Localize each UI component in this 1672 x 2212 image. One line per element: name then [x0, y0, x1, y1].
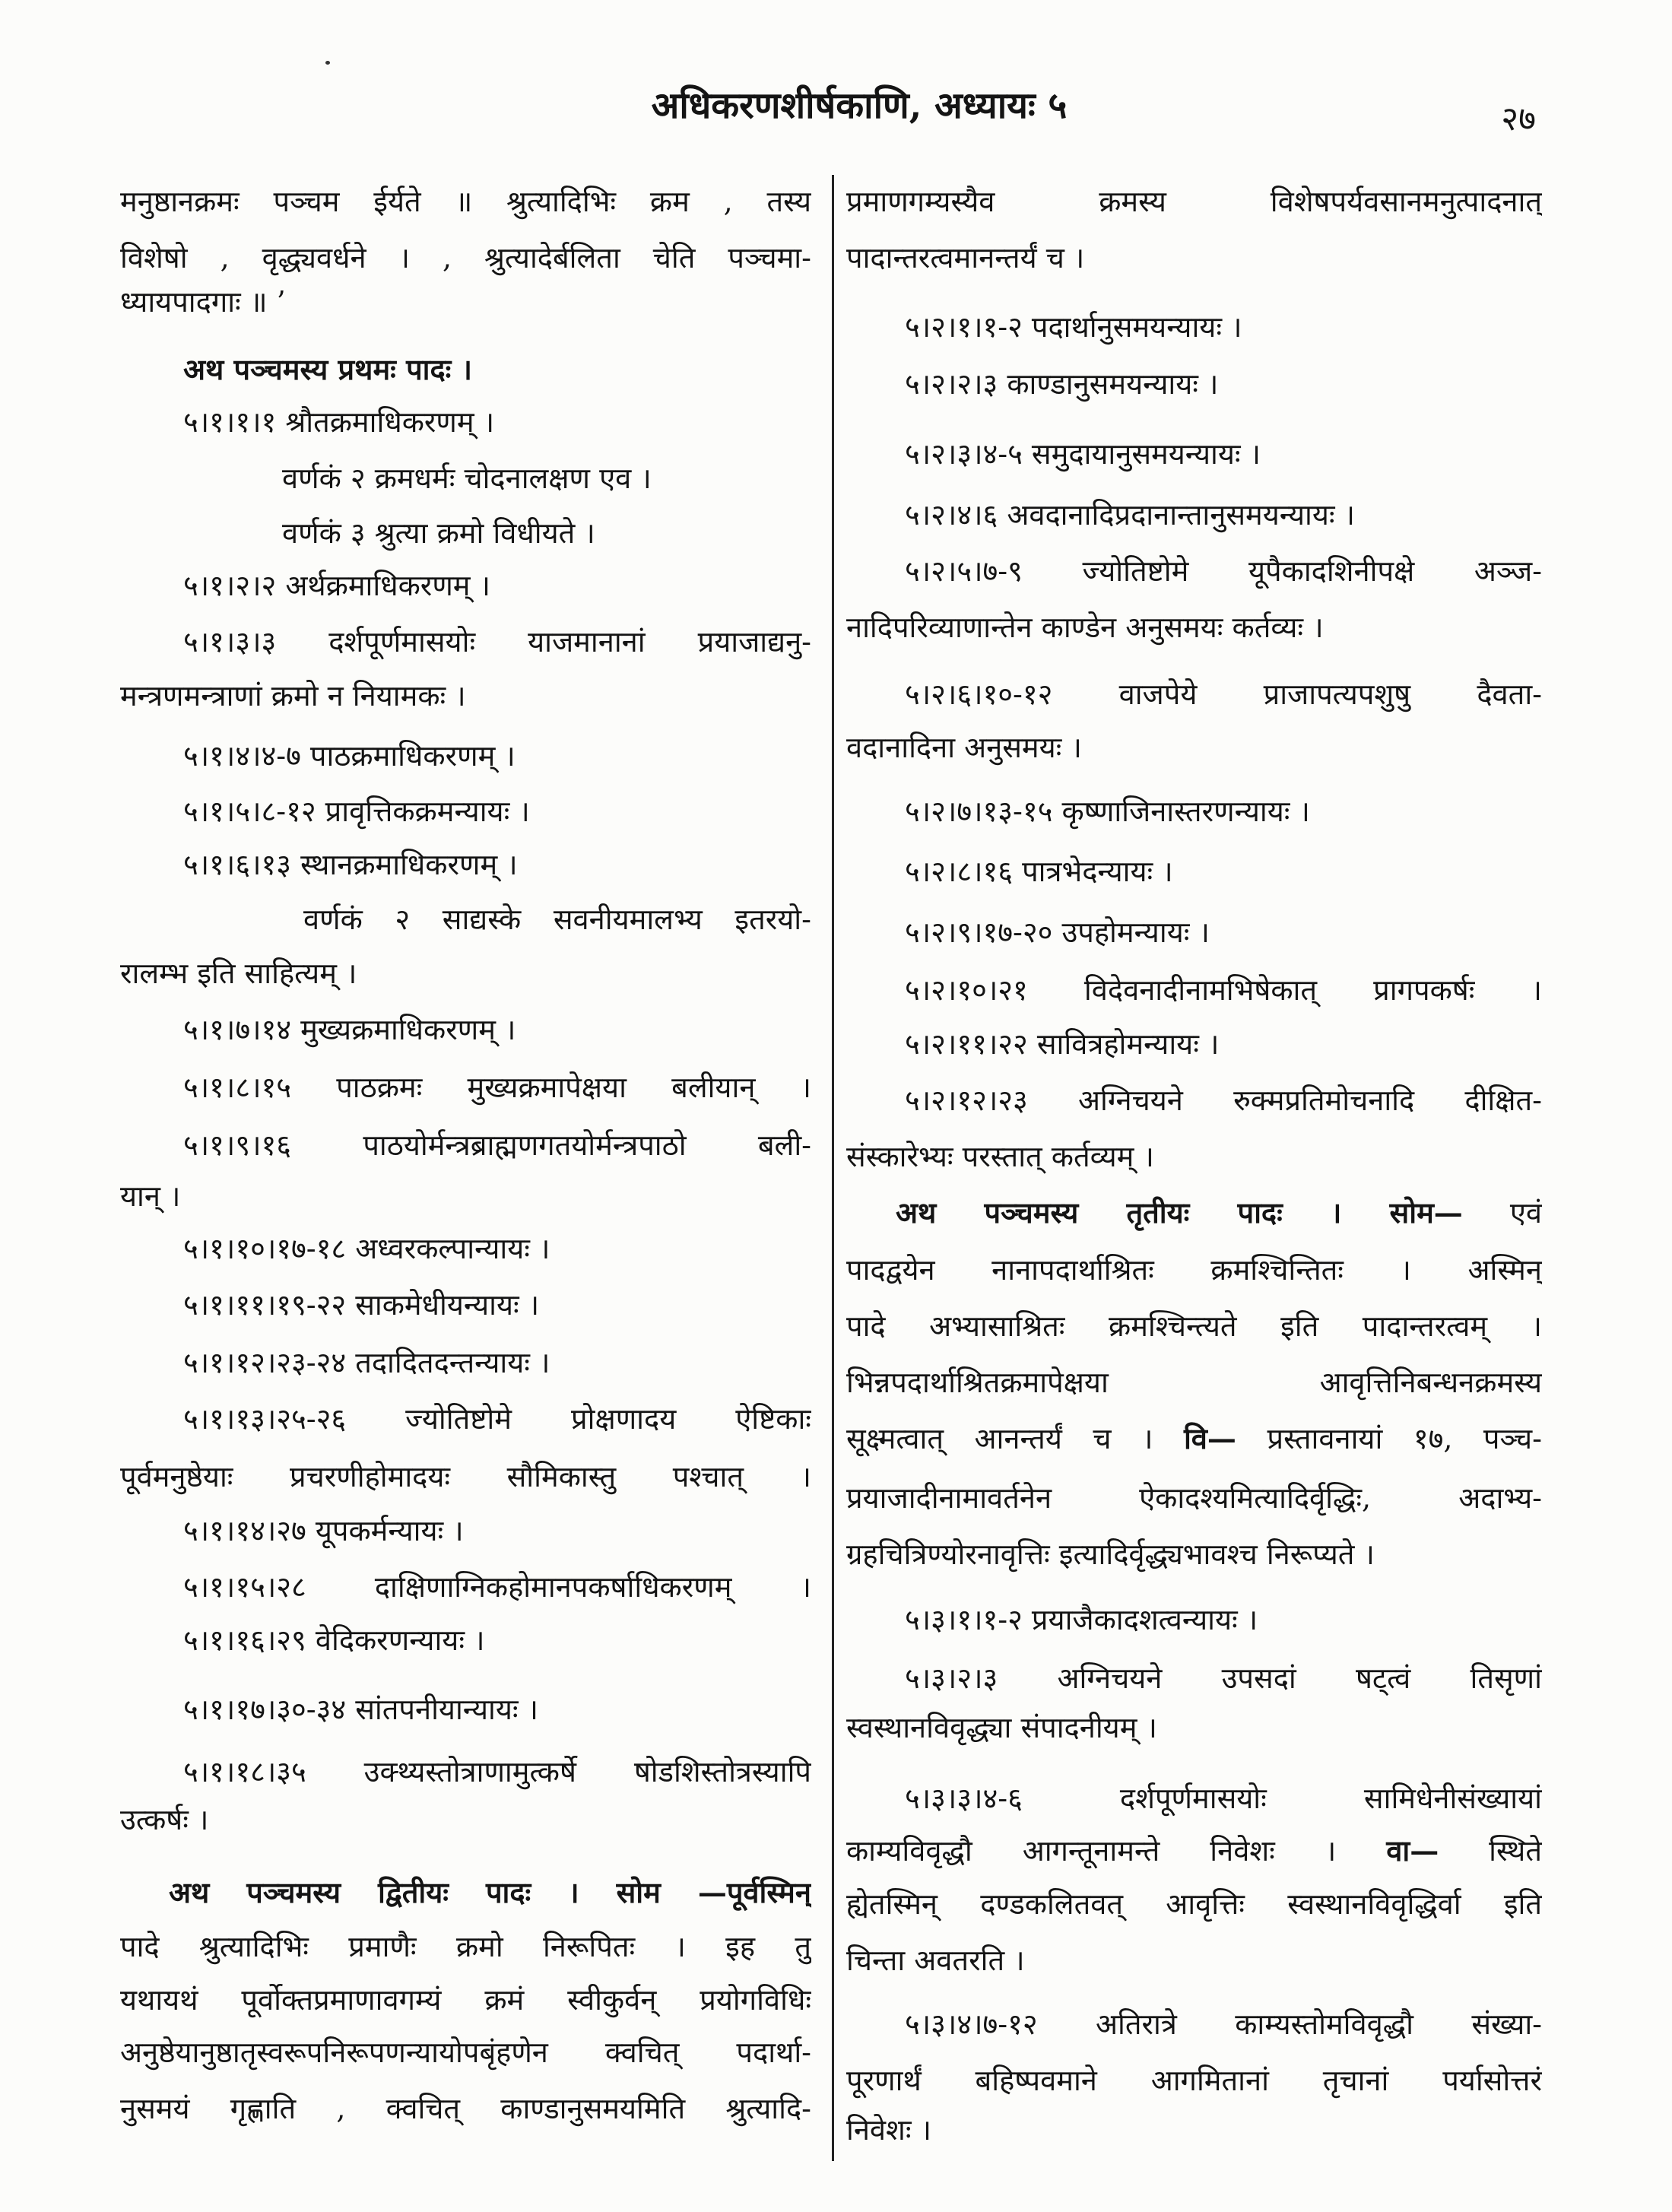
- adhikarana-entry: ५।१।१।१ श्रौतक्रमाधिकरणम् ।: [183, 405, 495, 439]
- scan-speck: [325, 61, 330, 65]
- adhikarana-entry: ५।३।१।१-२ प्रयाजैकादशत्वन्यायः ।: [905, 1603, 1258, 1636]
- entry-continuation: ह्येतस्मिन् दण्डकलितवत् आवृत्तिः स्वस्थानविवृद्धिर्वा इति: [846, 1887, 1542, 1921]
- adhikarana-entry: ५।१।२।२ अर्थक्रमाधिकरणम् ।: [183, 569, 491, 602]
- adhikarana-entry: ५।२।३।४-५ समुदायानुसमयन्यायः ।: [905, 437, 1261, 471]
- entry-continuation: [846, 1826, 1542, 1875]
- entry-continuation: नादिपरिव्याणान्तेन काण्डेन अनुसमयः कर्तव्यः ।: [846, 611, 1324, 644]
- section-heading: [169, 1868, 811, 1917]
- text-segment: सूक्ष्मत्वात् आनन्तर्यं च ।: [846, 1422, 1184, 1455]
- adhikarana-entry: ५।१।३।३ दर्शपूर्णमासयोः याजमानानां प्रयाजाद्यनु-: [183, 625, 811, 659]
- varnaka-line: वर्णकं ३ श्रुत्या क्रमो विधीयते ।: [282, 516, 595, 550]
- text-line: नुसमयं गृह्णाति , क्वचित् काण्डानुसमयमिति श्रुत्यादि-: [120, 2092, 811, 2125]
- adhikarana-entry: ५।२।५।७-९ ज्योतिष्टोमे यूपैकादशिनीपक्षे अञ्ज-: [905, 554, 1542, 588]
- entry-continuation: चिन्ता अवतरति ।: [846, 1944, 1025, 1977]
- adhikarana-entry: ५।१।११।१९-२२ साकमेधीयन्यायः ।: [183, 1288, 540, 1322]
- adhikarana-entry: ५।१।१४।२७ यूपकर्मन्यायः ।: [183, 1514, 464, 1547]
- text-line: भिन्नपदार्थाश्रितक्रमापेक्षया आवृत्तिनिबन्धनक्रमस्य: [846, 1366, 1542, 1399]
- text-line: पादे अभ्यासाश्रितः क्रमश्चिन्त्यते इति पादान्तरत्वम् ।: [846, 1309, 1542, 1343]
- adhikarana-entry: ५।१।१३।२५-२६ ज्योतिष्टोमे प्रोक्षणादय ऐष्टिकाः: [183, 1402, 811, 1436]
- adhikarana-entry: ५।१।१७।३०-३४ सांतपनीयान्यायः ।: [183, 1693, 539, 1726]
- adhikarana-entry: ५।१।५।८-१२ प्रावृत्तिकक्रमन्यायः ।: [183, 795, 530, 828]
- adhikarana-entry: ५।१।१०।१७-१८ अध्वरकल्पान्यायः ।: [183, 1232, 550, 1265]
- varnaka-line: वर्णकं २ साद्यस्के सवनीयमालभ्य इतरयो-: [303, 903, 811, 936]
- entry-continuation: वदानादिना अनुसमयः ।: [846, 731, 1082, 764]
- text-line: ग्रहचित्रिण्योरनावृत्तिः इत्यादिर्वृद्ध्यभावश्च निरूप्यते ।: [846, 1538, 1375, 1571]
- adhikarana-entry: ५।२।६।१०-१२ वाजपेये प्राजापत्यपशुषु दैवता-: [905, 678, 1542, 711]
- adhikarana-entry: ५।२।११।२२ सावित्रहोमन्यायः ।: [905, 1027, 1220, 1061]
- text-line: विशेषो , वृद्ध्यवर्धने । , श्रुत्यादेर्बलिता चेति पञ्चमा-: [120, 241, 811, 275]
- section-heading-text: अथ पञ्चमस्य तृतीयः पादः । सोम—: [896, 1195, 1463, 1230]
- text-line: प्रयाजादीनामावर्तनेन ऐकादश्यमित्यादिर्वृद्धिः, अदाभ्य-: [846, 1481, 1542, 1515]
- text-line: पादे श्रुत्यादिभिः प्रमाणैः क्रमो निरूपितः । इह तु: [120, 1930, 811, 1963]
- entry-continuation: पूरणार्थं बहिष्पवमाने आगमितानां तृचानां पर्यासोत्तरं: [846, 2064, 1542, 2097]
- adhikarana-entry: ५।३।३।४-६ दर्शपूर्णमासयोः सामिधेनीसंख्यायां: [905, 1782, 1542, 1815]
- label-bold: वि—: [1183, 1421, 1236, 1455]
- entry-continuation: उत्कर्षः ।: [120, 1803, 209, 1836]
- text-segment: प्रस्तावनायां १७, पञ्च-: [1236, 1422, 1542, 1455]
- adhikarana-entry: ५।१।१८।३५ उक्थ्यस्तोत्राणामुत्कर्षे षोडशिस्तोत्रस्यापि: [183, 1755, 811, 1788]
- entry-continuation: संस्कारेभ्यः परस्तात् कर्तव्यम् ।: [846, 1140, 1154, 1173]
- section-heading-text: अथ पञ्चमस्य द्वितीयः पादः । सोम —पूर्वस्मिन्: [169, 1875, 811, 1909]
- adhikarana-entry: ५।२।१०।२१ विदेवनादीनामभिषेकात् प्रागपकर्षः ।: [905, 973, 1542, 1007]
- entry-continuation: मन्त्रणमन्त्राणां क्रमो न नियामकः ।: [120, 679, 466, 712]
- adhikarana-entry: ५।१।१५।२८ दाक्षिणाग्निकहोमानपकर्षाधिकरणम् ।: [183, 1570, 811, 1604]
- text-line: यथायथं पूर्वोक्तप्रमाणावगम्यं क्रमं स्वीकुर्वन् प्रयोगविधिः: [120, 1983, 811, 2017]
- adhikarana-entry: ५।२।२।३ काण्डानुसमयन्यायः ।: [905, 367, 1219, 401]
- column-divider: [832, 175, 834, 2161]
- entry-continuation: स्वस्थानविवृद्ध्या संपादनीयम् ।: [846, 1711, 1157, 1744]
- text-segment: काम्यविवृद्धौ आगन्तूनामन्ते निवेशः ।: [846, 1834, 1387, 1868]
- label-bold: वा—: [1386, 1833, 1439, 1868]
- text-line: पादान्तरत्वमानन्तर्यं च ।: [846, 241, 1085, 275]
- adhikarana-entry: ५।२।१।१-२ पदार्थानुसमयन्यायः ।: [905, 310, 1242, 344]
- adhikarana-entry: ५।१।८।१५ पाठक्रमः मुख्यक्रमापेक्षया बलीयान् ।: [183, 1071, 811, 1104]
- entry-continuation: पूर्वमनुष्ठेयाः प्रचरणीहोमादयः सौमिकास्तु पश्चात् ।: [120, 1460, 811, 1493]
- adhikarana-entry: ५।२।९।१७-२० उपहोमन्यायः ।: [905, 916, 1210, 949]
- text-segment: स्थिते: [1439, 1834, 1542, 1868]
- text-line: प्रमाणगम्यस्यैव क्रमस्य विशेषपर्यवसानमनुत्पादनात्: [846, 185, 1542, 218]
- adhikarana-entry: ५।१।४।४-७ पाठक्रमाधिकरणम् ।: [183, 739, 516, 773]
- adhikarana-entry: ५।१।१२।२३-२४ तदादितदन्तन्यायः ।: [183, 1346, 550, 1379]
- adhikarana-entry: ५।३।४।७-१२ अतिरात्रे काम्यस्तोमविवृद्धौ संख्या-: [905, 2007, 1542, 2041]
- text-line: [846, 1414, 1542, 1463]
- adhikarana-entry: ५।२।८।१६ पात्रभेदन्यायः ।: [905, 855, 1173, 888]
- page-header-title: अधिकरणशीर्षकाणि, अध्यायः ५: [651, 84, 1068, 127]
- adhikarana-entry: ५।१।६।१३ स्थानक्रमाधिकरणम् ।: [183, 848, 518, 881]
- text-segment: एवं: [1462, 1196, 1542, 1230]
- section-heading-text: अथ पञ्चमस्य प्रथमः पादः ।: [183, 352, 472, 386]
- varnaka-line: वर्णकं २ क्रमधर्मः चोदनालक्षण एव ।: [282, 462, 652, 495]
- text-line: मनुष्ठानक्रमः पञ्चम ईर्यते ॥ श्रुत्यादिभिः क्रम , तस्य: [120, 185, 811, 218]
- adhikarana-entry: ५।२।४।६ अवदानादिप्रदानान्तानुसमयन्यायः ।: [905, 498, 1356, 532]
- text-line: ध्यायपादगाः ॥ ’: [120, 285, 286, 319]
- adhikarana-entry: ५।१।९।१६ पाठयोर्मन्त्रब्राह्मणगतयोर्मन्त्रपाठो बली-: [183, 1128, 811, 1162]
- section-heading: [896, 1189, 1542, 1237]
- text-line: अनुष्ठेयानुष्ठातृस्वरूपनिरूपणन्यायोपबृंहणेन क्वचित् पदार्था-: [120, 2036, 811, 2069]
- section-heading: [183, 345, 811, 394]
- entry-continuation: निवेशः ।: [846, 2113, 932, 2147]
- adhikarana-entry: ५।१।१६।२९ वेदिकरणन्यायः ।: [183, 1623, 485, 1657]
- text-line: पादद्वयेन नानापदार्थाश्रितः क्रमश्चिन्तितः । अस्मिन्: [846, 1253, 1542, 1287]
- adhikarana-entry: ५।१।७।१४ मुख्यक्रमाधिकरणम् ।: [183, 1013, 516, 1046]
- entry-continuation: यान् ।: [120, 1179, 181, 1213]
- adhikarana-entry: ५।२।१२।२३ अग्निचयने रुक्मप्रतिमोचनादि दीक्षित-: [905, 1084, 1542, 1117]
- adhikarana-entry: ५।३।२।३ अग्निचयने उपसदां षट्त्वं तिसृणां: [905, 1661, 1542, 1695]
- adhikarana-entry: ५।२।७।१३-१५ कृष्णाजिनास्तरणन्यायः ।: [905, 795, 1310, 828]
- page-number: २७: [1501, 100, 1536, 138]
- entry-continuation: रालम्भ इति साहित्यम् ।: [120, 957, 357, 990]
